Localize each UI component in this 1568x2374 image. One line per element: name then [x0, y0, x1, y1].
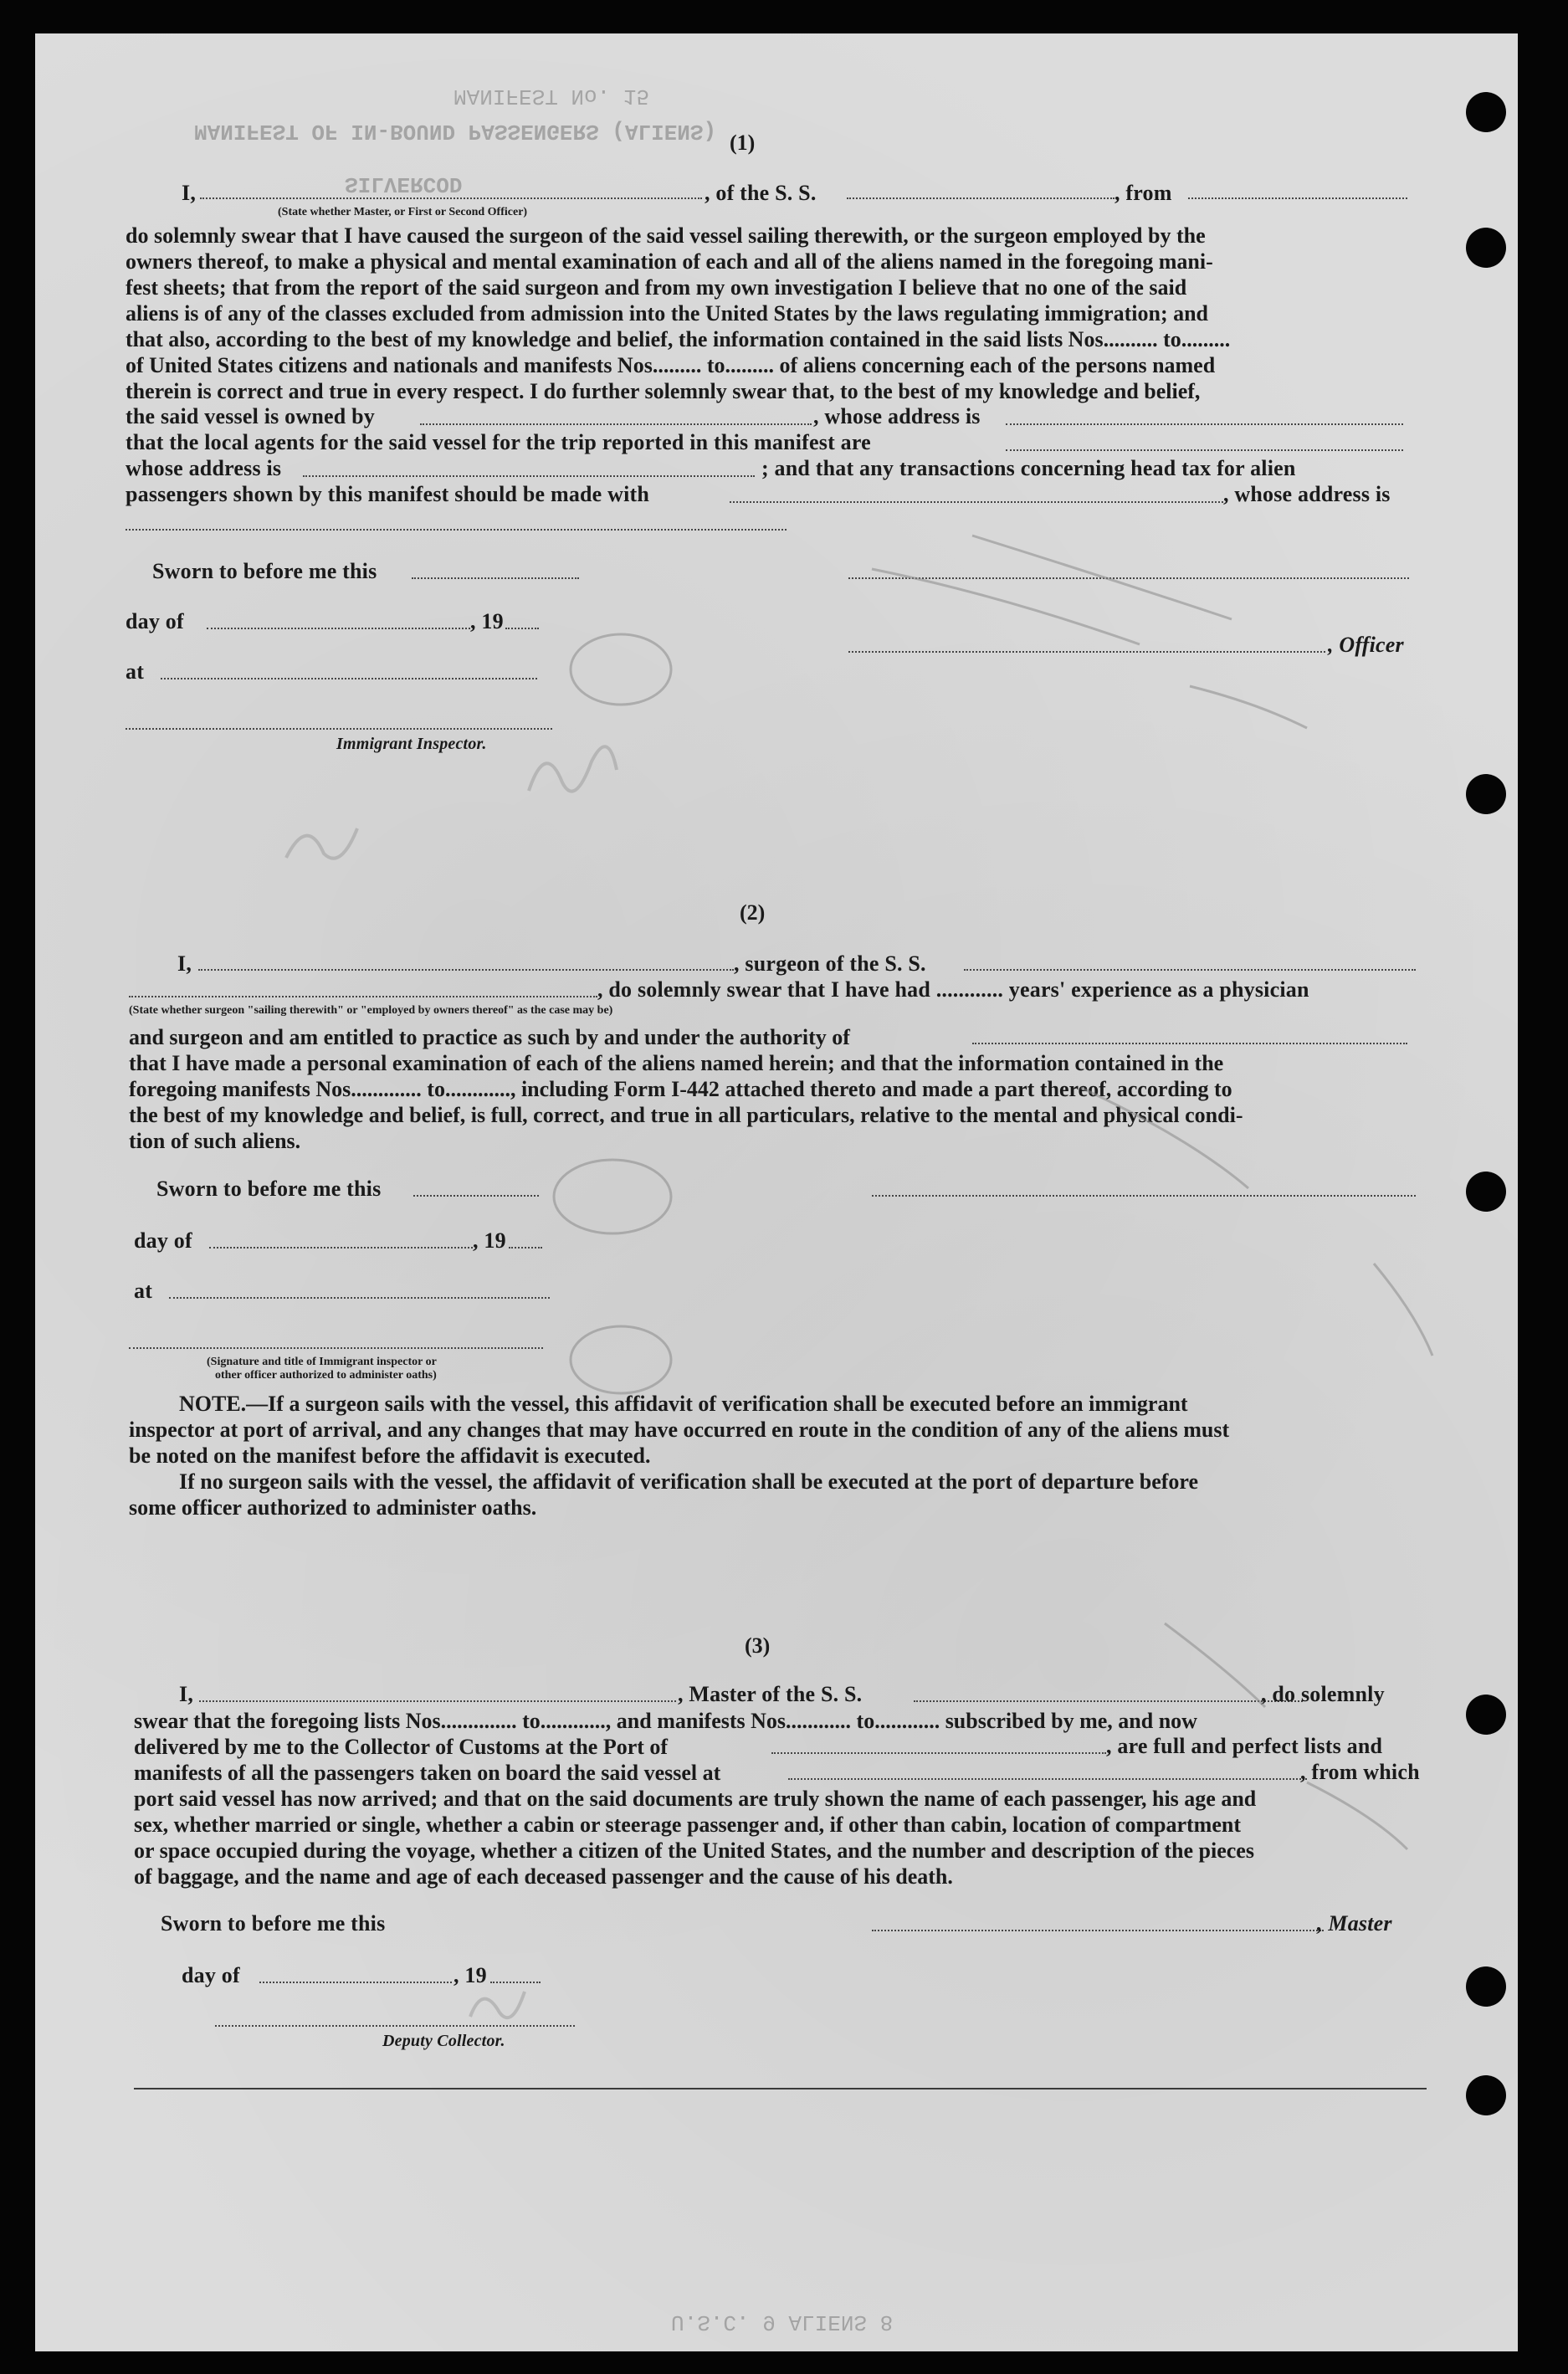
s1-body-line: of United States citizens and nationals and manifests Nos......... to......... of aliens concerning each of the persons named: [126, 353, 1216, 377]
s1-at: at: [126, 659, 145, 684]
s2-body-line: that I have made a personal examination of each of the aliens named herein; and that the information contained in the: [129, 1051, 1224, 1075]
s1-body-line: owners thereof, to make a physical and mental examination of each and all of the aliens named in the foregoing mani-: [126, 249, 1213, 274]
s1-body-line: that also, according to the best of my knowledge and belief, the information contained in the said lists Nos.......... to.........: [126, 327, 1231, 351]
section3-number: (3): [745, 1633, 771, 1658]
s2-year: , 19: [473, 1228, 506, 1253]
s3-year: , 19: [453, 1963, 487, 1987]
ghost-manifest-no: MANIFEST No. 15: [453, 84, 650, 109]
s2-body-line: and surgeon and am entitled to practice as such by and under the authority of: [129, 1025, 850, 1049]
s2-body-line: foregoing manifests Nos............. to............, including Form I-442 attached thereto and made a part thereof, according to: [129, 1077, 1232, 1101]
s1-local-agents: that the local agents for the said vessel for the trip reported in this manifest are: [126, 430, 871, 454]
ghost-manifest-title: MANIFEST OF IN-BOUND PASSENGERS (ALIENS): [194, 119, 717, 144]
s1-caption: (State whether Master, or First or Second Officer): [278, 206, 528, 218]
s1-head-tax: ; and that any transactions concerning head tax for alien: [761, 456, 1296, 480]
s2-at: at: [134, 1279, 153, 1303]
s3-body-line: swear that the foregoing lists Nos.............. to............, and manifests Nos............ to............ subscribed by me, and now: [134, 1709, 1197, 1733]
s1-body-line: fest sheets; that from the report of the said surgeon and from my own investigation I believe that no one of the said: [126, 275, 1187, 300]
s2-body-line: the best of my knowledge and belief, is full, correct, and true in all particulars, relative to the mental and physical condi-: [129, 1103, 1243, 1127]
s3-master: , Master of the S. S.: [678, 1682, 863, 1706]
s1-day-of: day of: [126, 609, 184, 633]
s1-from: , from: [1115, 181, 1172, 205]
s2-body-line: tion of such aliens.: [129, 1129, 301, 1153]
s3-day-of: day of: [182, 1963, 240, 1987]
s3-master: , Master: [1317, 1911, 1392, 1936]
s1-body-line: do solemnly swear that I have caused the surgeon of the said vessel sailing therewith, or the surgeon employed by the: [126, 223, 1206, 248]
s3-full-and-perfect: , are full and perfect lists and: [1106, 1734, 1383, 1758]
ghost-bottom: U.S.C. 9 ALIENS 8: [671, 2310, 894, 2335]
s1-owned-by: the said vessel is owned by: [126, 404, 375, 428]
s1-officer: , Officer: [1328, 633, 1404, 657]
s2-day-of: day of: [134, 1228, 192, 1253]
s1-i: I,: [182, 181, 197, 205]
s3-solemnly: , do solemnly: [1261, 1682, 1385, 1706]
stamp-traces: [35, 33, 1518, 2351]
s1-immigrant-inspector: Immigrant Inspector.: [336, 735, 487, 753]
s2-note-line: NOTE.—If a surgeon sails with the vessel, this affidavit of verification shall be executed before an immigrant: [179, 1392, 1188, 1416]
s1-year: , 19: [470, 609, 504, 633]
s3-body-line: delivered by me to the Collector of Customs at the Port of: [134, 1735, 669, 1759]
s1-passengers-shown: passengers shown by this manifest should be made with: [126, 482, 650, 506]
s1-body-line: aliens is of any of the classes excluded from admission into the United States by the laws regulating immigration; and: [126, 301, 1209, 326]
s1-whose-address-2: whose address is: [126, 456, 282, 480]
s3-i: I,: [179, 1682, 194, 1706]
s2-i: I,: [177, 951, 192, 976]
s1-sworn: Sworn to before me this: [152, 559, 377, 583]
s1-of-ss: , of the S. S.: [705, 181, 817, 205]
s2-sworn: Sworn to before me this: [156, 1177, 382, 1201]
s2-note-line: some officer authorized to administer oaths.: [129, 1495, 537, 1520]
s3-body-line: port said vessel has now arrived; and that on the said documents are truly shown the name of each passenger, his age and: [134, 1787, 1257, 1811]
s2-surgeon: , surgeon of the S. S.: [734, 951, 926, 976]
s2-note-line: be noted on the manifest before the affidavit is executed.: [129, 1443, 651, 1468]
s2-swear: , do solemnly swear that I have had ............ years' experience as a physician: [597, 977, 1309, 1002]
section2-number: (2): [740, 900, 766, 925]
s3-sworn: Sworn to before me this: [161, 1911, 386, 1936]
s2-note-line: If no surgeon sails with the vessel, the affidavit of verification shall be executed at the port of departure before: [179, 1469, 1199, 1494]
s2-caption: (State whether surgeon "sailing therewith" or "employed by owners thereof" as the case may be): [129, 1004, 613, 1017]
s1-body-line: therein is correct and true in every respect. I do further solemnly swear that, to the best of my knowledge and belief,: [126, 379, 1201, 403]
ghost-vessel: SILVERCOD: [345, 172, 463, 197]
s1-whose-address-3: , whose address is: [1223, 482, 1391, 506]
s3-body-line: sex, whether married or single, whether a cabin or steerage passenger and, if other than cabin, location of compartment: [134, 1813, 1241, 1837]
s2-sig-caption-1: (Signature and title of Immigrant inspector or: [207, 1356, 437, 1368]
s3-body-line: or space occupied during the voyage, whether a citizen of the United States, and the number and description of the pieces: [134, 1838, 1254, 1863]
s3-from-which: , from which: [1300, 1760, 1420, 1784]
s3-deputy-collector: Deputy Collector.: [382, 2032, 505, 2050]
manifest-page: [35, 33, 1518, 2351]
s3-body-line: of baggage, and the name and age of each deceased passenger and the cause of his death.: [134, 1864, 953, 1889]
s2-sig-caption-2: other officer authorized to administer oaths): [215, 1369, 437, 1382]
s2-note-line: inspector at port of arrival, and any changes that may have occurred en route in the condition of any of the aliens must: [129, 1418, 1230, 1442]
section1-number: (1): [730, 131, 756, 155]
s1-whose-address: , whose address is: [813, 404, 981, 428]
s3-body-line: manifests of all the passengers taken on board the said vessel at: [134, 1761, 721, 1785]
